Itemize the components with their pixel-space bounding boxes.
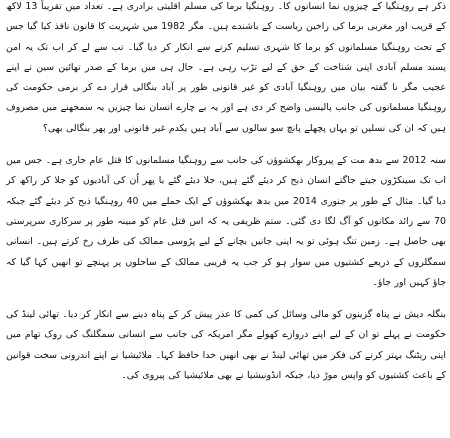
article-paragraph-massacre: سنہ 2012 سے بدھ مت کے پیروکار بھکشوؤں کی جانب سے روہنگیا مسلمانوں کا قتل عام جاری ہے۔ جس میں اب تک سینکڑوں جیتے جاگتے انسان ذبح کر دیئے گئے ہیں، جلا دیئے گئے یا پھر اُن کی آبادیوں کو جلا کر راکھ کر دیا گیا۔ مثال کے طور پر جنوری 2014 میں بدھ بھکشوؤں کے ایک حملے میں 40 روہنگیا ذبح کر دیئے گئے جبکہ 70 سے زائد مکانوں کو آگ لگا دی گئی۔ ستم ظریفی یہ کہ اس قتل عام کو مبینہ طور پر سرکاری سرپرستی بھی حاصل ہے۔ زمین تنگ ہوئی تو یہ اپنی جانیں بچانے کے لیے پڑوسی ممالک کی طرف رخ کرتے ہیں۔ انسانی سمگلروں کے ذریعے کشتیوں میں سوار ہو کر جب یہ قریبی ممالک کے ساحلوں پر پہنچے تو انھیں کہا گیا کہ جاؤ کہیں اور جاؤ۔: [6, 155, 446, 288]
article-paragraph-rohingya-background: ذکر ہے روہنگیا کے چیزوں نما انسانوں کا۔ روہنگیا برما کی مسلم اقلیتی برادری ہے۔ تعداد میں تقریباً 13 لاکھ کے قریب اور مغربی برما کی راخین ریاست کے باشندے ہیں۔ مگر 1982 میں شہریت کا قانون نافذ کیا گیا جس کے تحت روہنگیا مسلمانوں کو برما کا شہری تسلیم کرنے سے انکار کر دیا گیا۔ تب سے لے کر اب تک یہ امن پسند مسلم آبادی اپنی شناخت کے حق کے لیے تڑپ رہی ہے۔ حال ہی میں برما کے صدر تھائین سین نے اپنے عجیب مگر نا گفتہ بیان میں روہنگیا آبادی کو غیر قانونی طور پر آباد بنگالی قرار دے کر برمی حکومت کی روہنگیا مسلمانوں کی جانب پالیسی واضح کر دی ہے اور یہ بے چارے انسان نما چیزیں یہ سمجھنے میں مصروف ہیں کہ ان کی نسلیں تو یہاں پچھلے پانچ سو سالوں سے آباد ہیں یکدم غیر قانونی اور پھر بنگالی بھی؟: [6, 1, 446, 134]
article-paragraph-refugees-turned-away: بنگلہ دیش نے پناہ گزینوں کو مالی وسائل کی کمی کا عذر پیش کر کے پناہ دینے سے انکار کر دیا۔ تھائی لینڈ کی حکومت نے پہلے تو ان کے لیے اپنے دروازے کھولے مگر امریکہ کی جانب سے انسانی سمگلنگ کی روک تھام میں اپنی ریٹنگ بہتر کرنے کی فکر میں تھائی لینڈ نے بھی انھیں خدا حافظ کہا۔ ملائیشیا نے اپنے اندرونی سخت قوانین کے باعث کشتیوں کو واپس موڑ دیا، جبکہ انڈونیشیا نے بھی ملائیشیا کی پیروی کی۔: [6, 309, 446, 382]
